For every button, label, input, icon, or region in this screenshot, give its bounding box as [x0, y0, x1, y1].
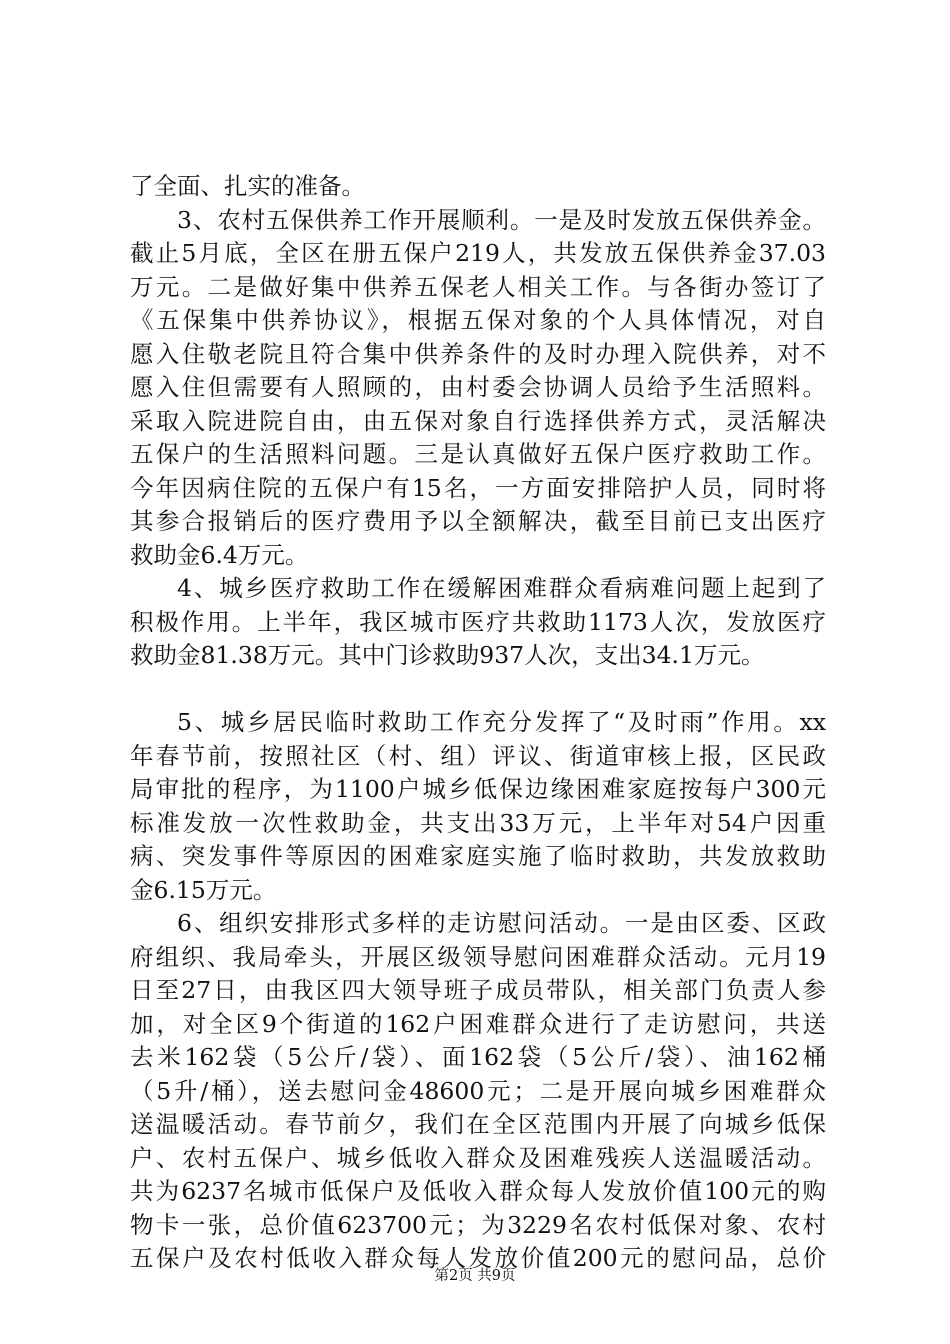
- text-line: 愿入住敬老院且符合集中供养条件的及时办理入院供养，对不: [130, 339, 826, 368]
- text-line: 日至27日，由我区四大领导班子成员带队，相关部门负责人参: [130, 976, 826, 1004]
- text-line: 5、城乡居民临时救助工作充分发挥了“及时雨”作用。xx: [177, 708, 826, 736]
- text-line: 今年因病住院的五保户有15名，一方面安排陪护人员，同时将: [130, 473, 826, 502]
- text-line: 愿入住但需要有人照顾的，由村委会协调人员给予生活照料。: [130, 373, 826, 401]
- text-line: 加，对全区9个街道的162户困难群众进行了走访慰问，共送: [130, 1009, 826, 1038]
- text-line: 标准发放一次性救助金，共支出33万元，上半年对54户因重: [130, 808, 826, 837]
- text-line: 户、农村五保户、城乡低收入群众及困难残疾人送温暖活动。: [130, 1143, 826, 1172]
- text-line: 送温暖活动。春节前夕，我们在全区范围内开展了向城乡低保: [130, 1110, 826, 1138]
- text-line: 金6.15万元。: [130, 875, 277, 904]
- text-line: 其参合报销后的医疗费用予以全额解决，截至目前已支出医疗: [130, 507, 826, 535]
- document-body: [130, 170, 826, 1276]
- text-line: （5升/桶），送去慰问金48600元；二是开展向城乡困难群众: [130, 1076, 826, 1105]
- paragraph-gap: [130, 673, 826, 707]
- text-line: 府组织、我局牵头，开展区级领导慰问困难群众活动。元月19: [130, 942, 826, 971]
- text-line: 局审批的程序，为1100户城乡低保边缘困难家庭按每户300元: [130, 775, 826, 803]
- text-line: 4、城乡医疗救助工作在缓解困难群众看病难问题上起到了: [177, 574, 826, 602]
- text-line: 物卡一张，总价值623700元；为3229名农村低保对象、农村: [130, 1210, 826, 1239]
- text-line: 截止5月底，全区在册五保户219人，共发放五保供养金37.03: [130, 239, 826, 267]
- text-line: 6、组织安排形式多样的走访慰问活动。一是由区委、区政: [177, 909, 826, 937]
- text-line: 采取入院进院自由，由五保对象自行选择供养方式，灵活解决: [130, 406, 826, 435]
- text-line: 五保户及农村低收入群众每人发放价值200元的慰问品，总价: [130, 1244, 826, 1272]
- text-line: 了全面、扎实的准备。: [130, 172, 365, 200]
- page-footer: [0, 1266, 950, 1286]
- page-number-label: 第2页 共9页: [434, 1268, 516, 1284]
- text-line: 共为6237名城市低保户及低收入群众每人发放价值100元的购: [130, 1177, 826, 1205]
- text-line: 3、农村五保供养工作开展顺利。一是及时发放五保供养金。: [177, 205, 826, 234]
- text-line: 五保户的生活照料问题。三是认真做好五保户医疗救助工作。: [130, 440, 826, 468]
- text-line: 去米162袋（5公斤/袋）、面162袋（5公斤/袋）、油162桶: [130, 1043, 826, 1071]
- text-line: 病、突发事件等原因的困难家庭实施了临时救助，共发放救助: [130, 842, 826, 870]
- text-line: 《五保集中供养协议》，根据五保对象的个人具体情况，对自: [130, 306, 826, 334]
- text-line: 积极作用。上半年，我区城市医疗共救助1173人次，发放医疗: [130, 607, 826, 636]
- text-line: 救助金6.4万元。: [130, 540, 309, 569]
- text-line: 年春节前，按照社区（村、组）评议、街道审核上报，区民政: [130, 741, 826, 770]
- text-line: 救助金81.38万元。其中门诊救助937人次，支出34.1万元。: [130, 641, 765, 669]
- text-line: 万元。二是做好集中供养五保老人相关工作。与各街办签订了: [130, 272, 826, 301]
